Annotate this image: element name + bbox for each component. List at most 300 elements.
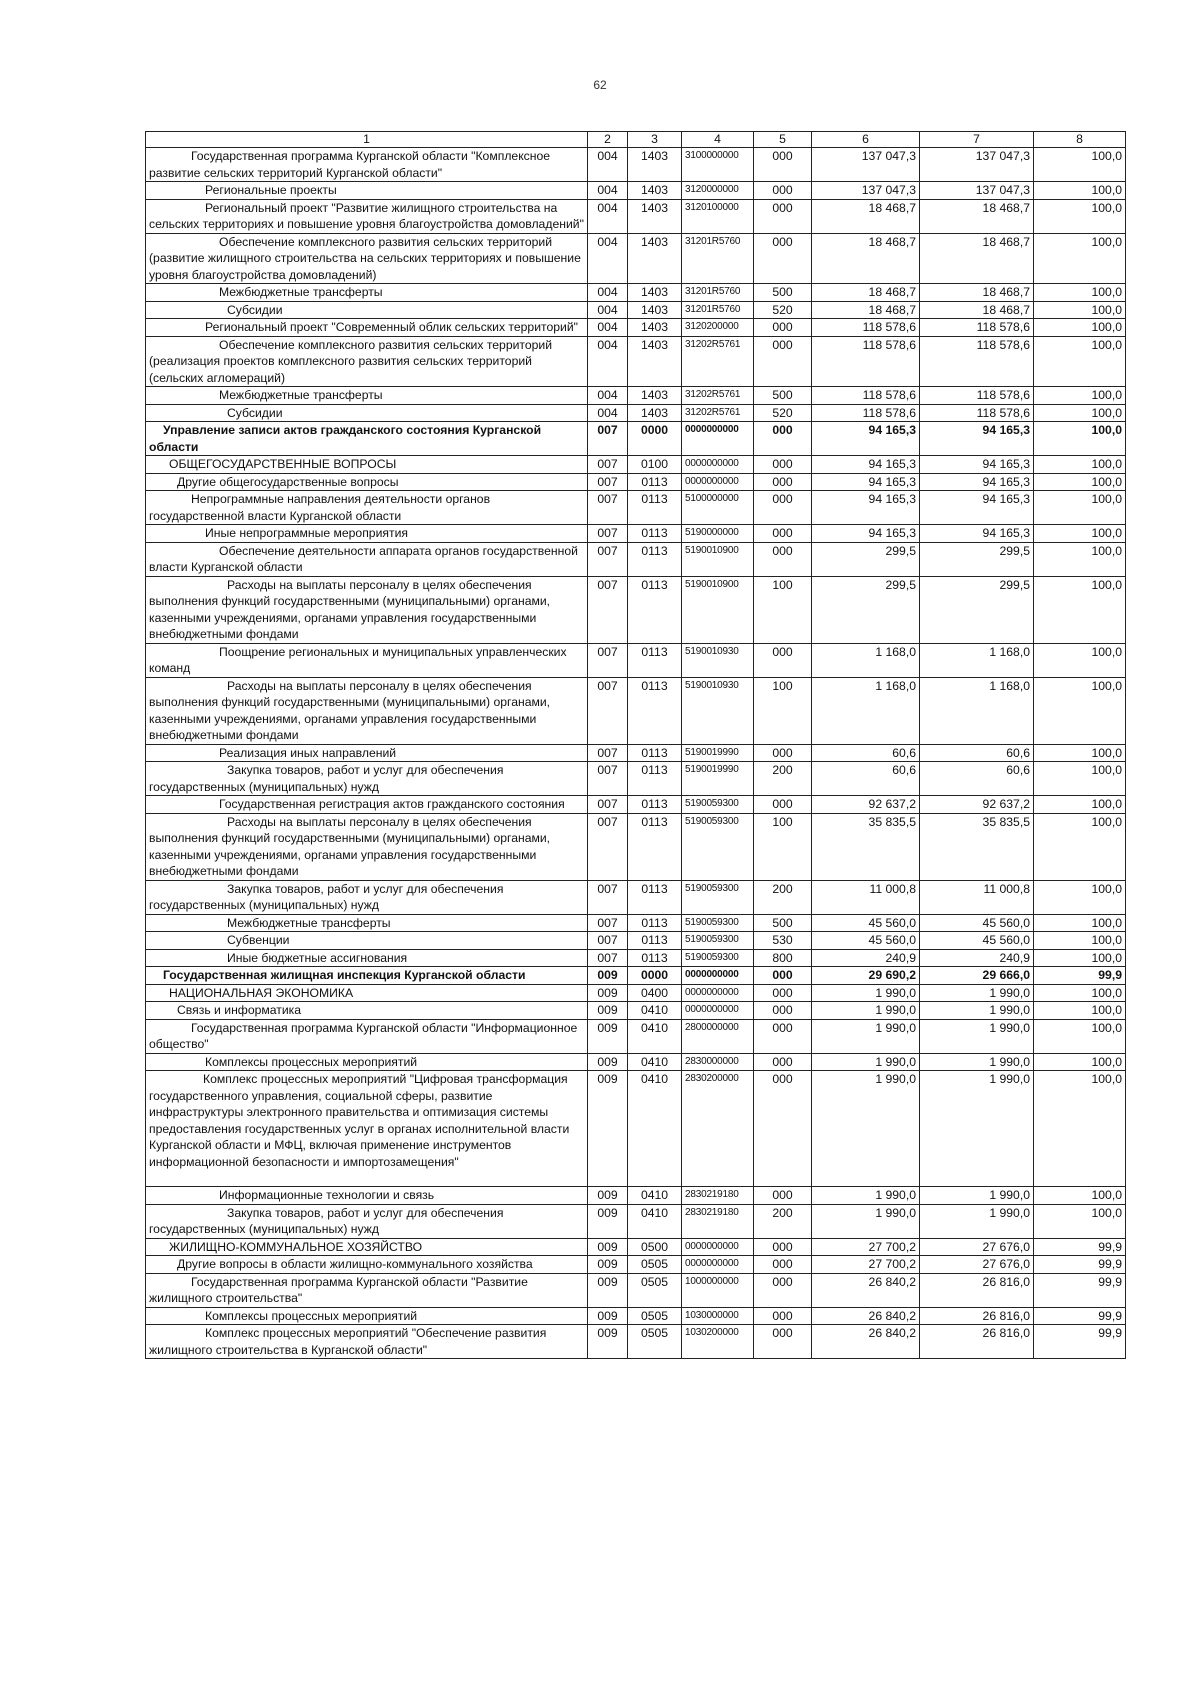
row-department-code: 007: [588, 744, 628, 762]
table-row: [146, 404, 1126, 422]
table-row: [146, 880, 1126, 914]
row-department-code: 009: [588, 1204, 628, 1238]
row-executed-amount: 137 047,3: [920, 182, 1034, 200]
row-section-code: 1403: [628, 319, 682, 337]
row-expense-type: 000: [754, 1071, 812, 1187]
budget-table: [145, 131, 1126, 1359]
table-row: [146, 301, 1126, 319]
row-name: Комплексы процессных мероприятий: [146, 1053, 588, 1071]
table-row: [146, 233, 1126, 284]
row-section-code: 0410: [628, 1204, 682, 1238]
row-executed-amount: 1 990,0: [920, 1187, 1034, 1205]
col-header-5: 5: [754, 132, 812, 148]
row-planned-amount: 18 468,7: [812, 233, 920, 284]
row-execution-percent: 100,0: [1034, 199, 1126, 233]
row-name: Региональный проект "Развитие жилищного строительства на сельских территориях и повышение уровня благоустройства домовладений": [146, 199, 588, 233]
row-expense-type: 000: [754, 422, 812, 456]
row-planned-amount: 1 990,0: [812, 1053, 920, 1071]
row-department-code: 007: [588, 932, 628, 950]
row-department-code: 007: [588, 525, 628, 543]
row-section-code: 0400: [628, 984, 682, 1002]
row-target-article: 0000000000: [682, 1256, 754, 1274]
row-execution-percent: 100,0: [1034, 422, 1126, 456]
row-department-code: 009: [588, 984, 628, 1002]
table-row: [146, 473, 1126, 491]
row-execution-percent: 100,0: [1034, 576, 1126, 643]
row-expense-type: 000: [754, 643, 812, 677]
row-section-code: 1403: [628, 148, 682, 182]
row-expense-type: 000: [754, 796, 812, 814]
row-section-code: 1403: [628, 284, 682, 302]
row-department-code: 009: [588, 1256, 628, 1274]
row-name: Региональные проекты: [146, 182, 588, 200]
row-name: Другие общегосударственные вопросы: [146, 473, 588, 491]
row-department-code: 007: [588, 422, 628, 456]
row-execution-percent: 100,0: [1034, 744, 1126, 762]
row-section-code: 0410: [628, 1053, 682, 1071]
row-department-code: 007: [588, 542, 628, 576]
row-executed-amount: 26 816,0: [920, 1307, 1034, 1325]
row-expense-type: 500: [754, 387, 812, 405]
table-row: [146, 1002, 1126, 1020]
row-department-code: 007: [588, 762, 628, 796]
row-planned-amount: 118 578,6: [812, 336, 920, 387]
row-executed-amount: 60,6: [920, 762, 1034, 796]
row-expense-type: 000: [754, 319, 812, 337]
row-department-code: 007: [588, 491, 628, 525]
row-planned-amount: 1 990,0: [812, 1187, 920, 1205]
row-name: Субсидии: [146, 301, 588, 319]
row-section-code: 0113: [628, 762, 682, 796]
row-name: Межбюджетные трансферты: [146, 387, 588, 405]
row-planned-amount: 1 990,0: [812, 1204, 920, 1238]
row-name: Обеспечение комплексного развития сельских территорий (реализация проектов комплексного развития сельских территорий (сельских агломераций): [146, 336, 588, 387]
table-row: [146, 1325, 1126, 1359]
row-target-article: 3120000000: [682, 182, 754, 200]
row-execution-percent: 100,0: [1034, 1053, 1126, 1071]
row-department-code: 007: [588, 949, 628, 967]
row-execution-percent: 99,9: [1034, 967, 1126, 985]
row-expense-type: 800: [754, 949, 812, 967]
row-expense-type: 530: [754, 932, 812, 950]
row-planned-amount: 118 578,6: [812, 404, 920, 422]
row-target-article: 5190010900: [682, 576, 754, 643]
row-target-article: 5190019990: [682, 744, 754, 762]
row-target-article: 2800000000: [682, 1019, 754, 1053]
row-department-code: 004: [588, 233, 628, 284]
row-planned-amount: 18 468,7: [812, 301, 920, 319]
row-execution-percent: 99,9: [1034, 1307, 1126, 1325]
row-planned-amount: 1 990,0: [812, 984, 920, 1002]
row-expense-type: 000: [754, 744, 812, 762]
row-planned-amount: 27 700,2: [812, 1256, 920, 1274]
row-expense-type: 000: [754, 233, 812, 284]
row-target-article: 5190059300: [682, 796, 754, 814]
row-department-code: 007: [588, 880, 628, 914]
row-execution-percent: 100,0: [1034, 473, 1126, 491]
row-executed-amount: 299,5: [920, 576, 1034, 643]
table-row: [146, 182, 1126, 200]
row-execution-percent: 100,0: [1034, 677, 1126, 744]
row-target-article: 5190059300: [682, 914, 754, 932]
row-name: ЖИЛИЩНО-КОММУНАЛЬНОЕ ХОЗЯЙСТВО: [146, 1238, 588, 1256]
row-department-code: 004: [588, 182, 628, 200]
row-target-article: 31201R5760: [682, 301, 754, 319]
table-body: [146, 148, 1126, 1359]
row-planned-amount: 1 990,0: [812, 1019, 920, 1053]
row-department-code: 007: [588, 677, 628, 744]
table-row: [146, 932, 1126, 950]
row-expense-type: 000: [754, 1273, 812, 1307]
table-row: [146, 1053, 1126, 1071]
row-planned-amount: 60,6: [812, 744, 920, 762]
row-name: Информационные технологии и связь: [146, 1187, 588, 1205]
page-number: 62: [593, 78, 607, 92]
row-target-article: 1030200000: [682, 1325, 754, 1359]
row-name: Межбюджетные трансферты: [146, 914, 588, 932]
row-department-code: 009: [588, 1071, 628, 1187]
row-name: Субвенции: [146, 932, 588, 950]
row-expense-type: 000: [754, 1019, 812, 1053]
row-executed-amount: 18 468,7: [920, 301, 1034, 319]
row-execution-percent: 99,9: [1034, 1325, 1126, 1359]
row-executed-amount: 299,5: [920, 542, 1034, 576]
row-executed-amount: 1 990,0: [920, 1002, 1034, 1020]
row-target-article: 31202R5761: [682, 336, 754, 387]
row-section-code: 0113: [628, 677, 682, 744]
row-name: Расходы на выплаты персоналу в целях обеспечения выполнения функций государственными (муниципальными) органами, казенными учреждениями, органами управления государственными внебюджетными фондами: [146, 677, 588, 744]
table-row: [146, 542, 1126, 576]
row-name: Управление записи актов гражданского состояния Курганской области: [146, 422, 588, 456]
row-name: Иные бюджетные ассигнования: [146, 949, 588, 967]
table-row: [146, 1019, 1126, 1053]
row-planned-amount: 26 840,2: [812, 1307, 920, 1325]
row-expense-type: 000: [754, 456, 812, 474]
row-target-article: 5190010930: [682, 643, 754, 677]
table-row: [146, 576, 1126, 643]
table-row: [146, 525, 1126, 543]
row-target-article: 0000000000: [682, 422, 754, 456]
table-row: [146, 762, 1126, 796]
table-row: [146, 796, 1126, 814]
row-executed-amount: 118 578,6: [920, 336, 1034, 387]
row-execution-percent: 100,0: [1034, 949, 1126, 967]
row-name: Другие вопросы в области жилищно-коммунального хозяйства: [146, 1256, 588, 1274]
row-executed-amount: 1 168,0: [920, 677, 1034, 744]
row-name: НАЦИОНАЛЬНАЯ ЭКОНОМИКА: [146, 984, 588, 1002]
row-section-code: 1403: [628, 199, 682, 233]
row-planned-amount: 1 168,0: [812, 677, 920, 744]
row-department-code: 007: [588, 796, 628, 814]
row-executed-amount: 137 047,3: [920, 148, 1034, 182]
row-planned-amount: 94 165,3: [812, 422, 920, 456]
row-executed-amount: 1 168,0: [920, 643, 1034, 677]
row-target-article: 5190059300: [682, 880, 754, 914]
row-executed-amount: 18 468,7: [920, 199, 1034, 233]
row-target-article: 0000000000: [682, 984, 754, 1002]
row-target-article: 31202R5761: [682, 404, 754, 422]
row-department-code: 009: [588, 1307, 628, 1325]
table-row: [146, 336, 1126, 387]
row-execution-percent: 100,0: [1034, 542, 1126, 576]
row-department-code: 004: [588, 336, 628, 387]
table-row: [146, 456, 1126, 474]
row-execution-percent: 100,0: [1034, 1019, 1126, 1053]
table-row: [146, 422, 1126, 456]
row-executed-amount: 118 578,6: [920, 319, 1034, 337]
row-section-code: 0113: [628, 576, 682, 643]
row-expense-type: 100: [754, 576, 812, 643]
row-executed-amount: 1 990,0: [920, 1204, 1034, 1238]
table-header-row: [146, 132, 1126, 148]
row-name: Государственная программа Курганской области "Комплексное развитие сельских территорий Курганской области": [146, 148, 588, 182]
row-planned-amount: 45 560,0: [812, 932, 920, 950]
row-target-article: 3120100000: [682, 199, 754, 233]
row-target-article: 3100000000: [682, 148, 754, 182]
row-expense-type: 500: [754, 284, 812, 302]
row-executed-amount: 118 578,6: [920, 387, 1034, 405]
row-expense-type: 000: [754, 525, 812, 543]
row-expense-type: 000: [754, 148, 812, 182]
col-header-6: 6: [812, 132, 920, 148]
row-target-article: 1030000000: [682, 1307, 754, 1325]
row-execution-percent: 99,9: [1034, 1273, 1126, 1307]
col-header-3: 3: [628, 132, 682, 148]
row-section-code: 0113: [628, 914, 682, 932]
row-planned-amount: 299,5: [812, 542, 920, 576]
row-expense-type: 200: [754, 762, 812, 796]
row-planned-amount: 11 000,8: [812, 880, 920, 914]
row-expense-type: 000: [754, 1325, 812, 1359]
row-section-code: 0113: [628, 542, 682, 576]
row-expense-type: 000: [754, 967, 812, 985]
row-executed-amount: 27 676,0: [920, 1238, 1034, 1256]
row-execution-percent: 100,0: [1034, 319, 1126, 337]
row-name: Государственная регистрация актов гражданского состояния: [146, 796, 588, 814]
row-section-code: 0113: [628, 796, 682, 814]
row-section-code: 0410: [628, 1002, 682, 1020]
row-section-code: 0113: [628, 744, 682, 762]
row-name: Закупка товаров, работ и услуг для обеспечения государственных (муниципальных) нужд: [146, 762, 588, 796]
row-expense-type: 200: [754, 1204, 812, 1238]
table-row: [146, 967, 1126, 985]
row-name: Закупка товаров, работ и услуг для обеспечения государственных (муниципальных) нужд: [146, 1204, 588, 1238]
table-row: [146, 949, 1126, 967]
row-execution-percent: 100,0: [1034, 456, 1126, 474]
row-planned-amount: 118 578,6: [812, 387, 920, 405]
row-department-code: 009: [588, 967, 628, 985]
row-expense-type: 000: [754, 199, 812, 233]
row-executed-amount: 118 578,6: [920, 404, 1034, 422]
row-expense-type: 000: [754, 1187, 812, 1205]
row-section-code: 0113: [628, 813, 682, 880]
row-section-code: 1403: [628, 301, 682, 319]
table-row: [146, 1071, 1126, 1187]
row-planned-amount: 94 165,3: [812, 491, 920, 525]
row-executed-amount: 94 165,3: [920, 473, 1034, 491]
row-execution-percent: 100,0: [1034, 233, 1126, 284]
row-executed-amount: 1 990,0: [920, 1019, 1034, 1053]
table-row: [146, 677, 1126, 744]
row-target-article: 2830200000: [682, 1071, 754, 1187]
row-department-code: 004: [588, 319, 628, 337]
row-section-code: 0505: [628, 1307, 682, 1325]
row-execution-percent: 100,0: [1034, 1002, 1126, 1020]
row-department-code: 009: [588, 1273, 628, 1307]
row-planned-amount: 18 468,7: [812, 199, 920, 233]
col-header-1: 1: [146, 132, 588, 148]
row-name: Субсидии: [146, 404, 588, 422]
table-row: [146, 813, 1126, 880]
table-row: [146, 1187, 1126, 1205]
table-row: [146, 643, 1126, 677]
row-section-code: 0000: [628, 422, 682, 456]
row-executed-amount: 27 676,0: [920, 1256, 1034, 1274]
row-target-article: 31202R5761: [682, 387, 754, 405]
row-expense-type: 520: [754, 301, 812, 319]
row-planned-amount: 137 047,3: [812, 148, 920, 182]
row-execution-percent: 100,0: [1034, 1071, 1126, 1187]
row-target-article: 2830000000: [682, 1053, 754, 1071]
row-section-code: 0100: [628, 456, 682, 474]
row-planned-amount: 1 990,0: [812, 1071, 920, 1187]
row-executed-amount: 35 835,5: [920, 813, 1034, 880]
row-section-code: 0410: [628, 1187, 682, 1205]
row-target-article: 5190059300: [682, 932, 754, 950]
row-target-article: 31201R5760: [682, 284, 754, 302]
table-row: [146, 148, 1126, 182]
row-target-article: 0000000000: [682, 473, 754, 491]
row-name: Непрограммные направления деятельности органов государственной власти Курганской области: [146, 491, 588, 525]
row-section-code: 0505: [628, 1273, 682, 1307]
row-section-code: 0113: [628, 491, 682, 525]
row-target-article: 0000000000: [682, 967, 754, 985]
row-target-article: 31201R5760: [682, 233, 754, 284]
row-execution-percent: 100,0: [1034, 880, 1126, 914]
row-target-article: 0000000000: [682, 1002, 754, 1020]
row-department-code: 007: [588, 576, 628, 643]
row-department-code: 007: [588, 643, 628, 677]
table-row: [146, 984, 1126, 1002]
row-department-code: 007: [588, 473, 628, 491]
row-executed-amount: 92 637,2: [920, 796, 1034, 814]
col-header-7: 7: [920, 132, 1034, 148]
row-target-article: 2830219180: [682, 1187, 754, 1205]
row-executed-amount: 94 165,3: [920, 422, 1034, 456]
row-expense-type: 000: [754, 984, 812, 1002]
row-section-code: 1403: [628, 387, 682, 405]
row-expense-type: 000: [754, 1307, 812, 1325]
row-section-code: 0410: [628, 1019, 682, 1053]
row-target-article: 5190059300: [682, 949, 754, 967]
row-name: Связь и информатика: [146, 1002, 588, 1020]
row-execution-percent: 100,0: [1034, 525, 1126, 543]
row-planned-amount: 60,6: [812, 762, 920, 796]
table-row: [146, 199, 1126, 233]
row-execution-percent: 100,0: [1034, 813, 1126, 880]
row-expense-type: 520: [754, 404, 812, 422]
row-section-code: 1403: [628, 404, 682, 422]
table-row: [146, 491, 1126, 525]
row-planned-amount: 118 578,6: [812, 319, 920, 337]
row-section-code: 0113: [628, 932, 682, 950]
row-section-code: 0113: [628, 643, 682, 677]
row-executed-amount: 18 468,7: [920, 233, 1034, 284]
row-planned-amount: 1 168,0: [812, 643, 920, 677]
row-name: Расходы на выплаты персоналу в целях обеспечения выполнения функций государственными (муниципальными) органами, казенными учреждениями, органами управления государственными внебюджетными фондами: [146, 576, 588, 643]
row-department-code: 009: [588, 1019, 628, 1053]
row-department-code: 009: [588, 1187, 628, 1205]
row-execution-percent: 100,0: [1034, 984, 1126, 1002]
row-name: Государственная программа Курганской области "Развитие жилищного строительства": [146, 1273, 588, 1307]
row-name: Реализация иных направлений: [146, 744, 588, 762]
row-executed-amount: 18 468,7: [920, 284, 1034, 302]
row-name: Закупка товаров, работ и услуг для обеспечения государственных (муниципальных) нужд: [146, 880, 588, 914]
row-expense-type: 000: [754, 473, 812, 491]
row-department-code: 004: [588, 301, 628, 319]
row-planned-amount: 29 690,2: [812, 967, 920, 985]
row-planned-amount: 45 560,0: [812, 914, 920, 932]
row-executed-amount: 29 666,0: [920, 967, 1034, 985]
row-section-code: 0113: [628, 949, 682, 967]
row-planned-amount: 27 700,2: [812, 1238, 920, 1256]
row-execution-percent: 99,9: [1034, 1238, 1126, 1256]
row-name: Комплексы процессных мероприятий: [146, 1307, 588, 1325]
row-section-code: 0505: [628, 1256, 682, 1274]
table-row: [146, 1273, 1126, 1307]
row-department-code: 009: [588, 1002, 628, 1020]
row-execution-percent: 100,0: [1034, 762, 1126, 796]
row-name: Региональный проект "Современный облик сельских территорий": [146, 319, 588, 337]
row-name: Государственная программа Курганской области "Информационное общество": [146, 1019, 588, 1053]
row-execution-percent: 100,0: [1034, 1204, 1126, 1238]
row-planned-amount: 94 165,3: [812, 456, 920, 474]
row-section-code: 0113: [628, 880, 682, 914]
row-planned-amount: 94 165,3: [812, 473, 920, 491]
row-execution-percent: 100,0: [1034, 148, 1126, 182]
row-section-code: 1403: [628, 182, 682, 200]
row-executed-amount: 45 560,0: [920, 914, 1034, 932]
row-execution-percent: 100,0: [1034, 387, 1126, 405]
row-department-code: 004: [588, 284, 628, 302]
table-row: [146, 387, 1126, 405]
row-executed-amount: 26 816,0: [920, 1273, 1034, 1307]
col-header-2: 2: [588, 132, 628, 148]
row-section-code: 0113: [628, 473, 682, 491]
row-name: Иные непрограммные мероприятия: [146, 525, 588, 543]
row-planned-amount: 240,9: [812, 949, 920, 967]
row-department-code: 004: [588, 199, 628, 233]
table-row: [146, 284, 1126, 302]
row-target-article: 0000000000: [682, 1238, 754, 1256]
row-executed-amount: 94 165,3: [920, 456, 1034, 474]
row-target-article: 1000000000: [682, 1273, 754, 1307]
table-row: [146, 1256, 1126, 1274]
row-department-code: 004: [588, 148, 628, 182]
row-section-code: 0410: [628, 1071, 682, 1187]
table-row: [146, 1307, 1126, 1325]
row-executed-amount: 45 560,0: [920, 932, 1034, 950]
row-name: ОБЩЕГОСУДАРСТВЕННЫЕ ВОПРОСЫ: [146, 456, 588, 474]
col-header-4: 4: [682, 132, 754, 148]
row-department-code: 007: [588, 914, 628, 932]
row-section-code: 1403: [628, 233, 682, 284]
row-execution-percent: 100,0: [1034, 336, 1126, 387]
row-department-code: 009: [588, 1238, 628, 1256]
row-expense-type: 000: [754, 542, 812, 576]
row-expense-type: 100: [754, 813, 812, 880]
row-department-code: 004: [588, 387, 628, 405]
